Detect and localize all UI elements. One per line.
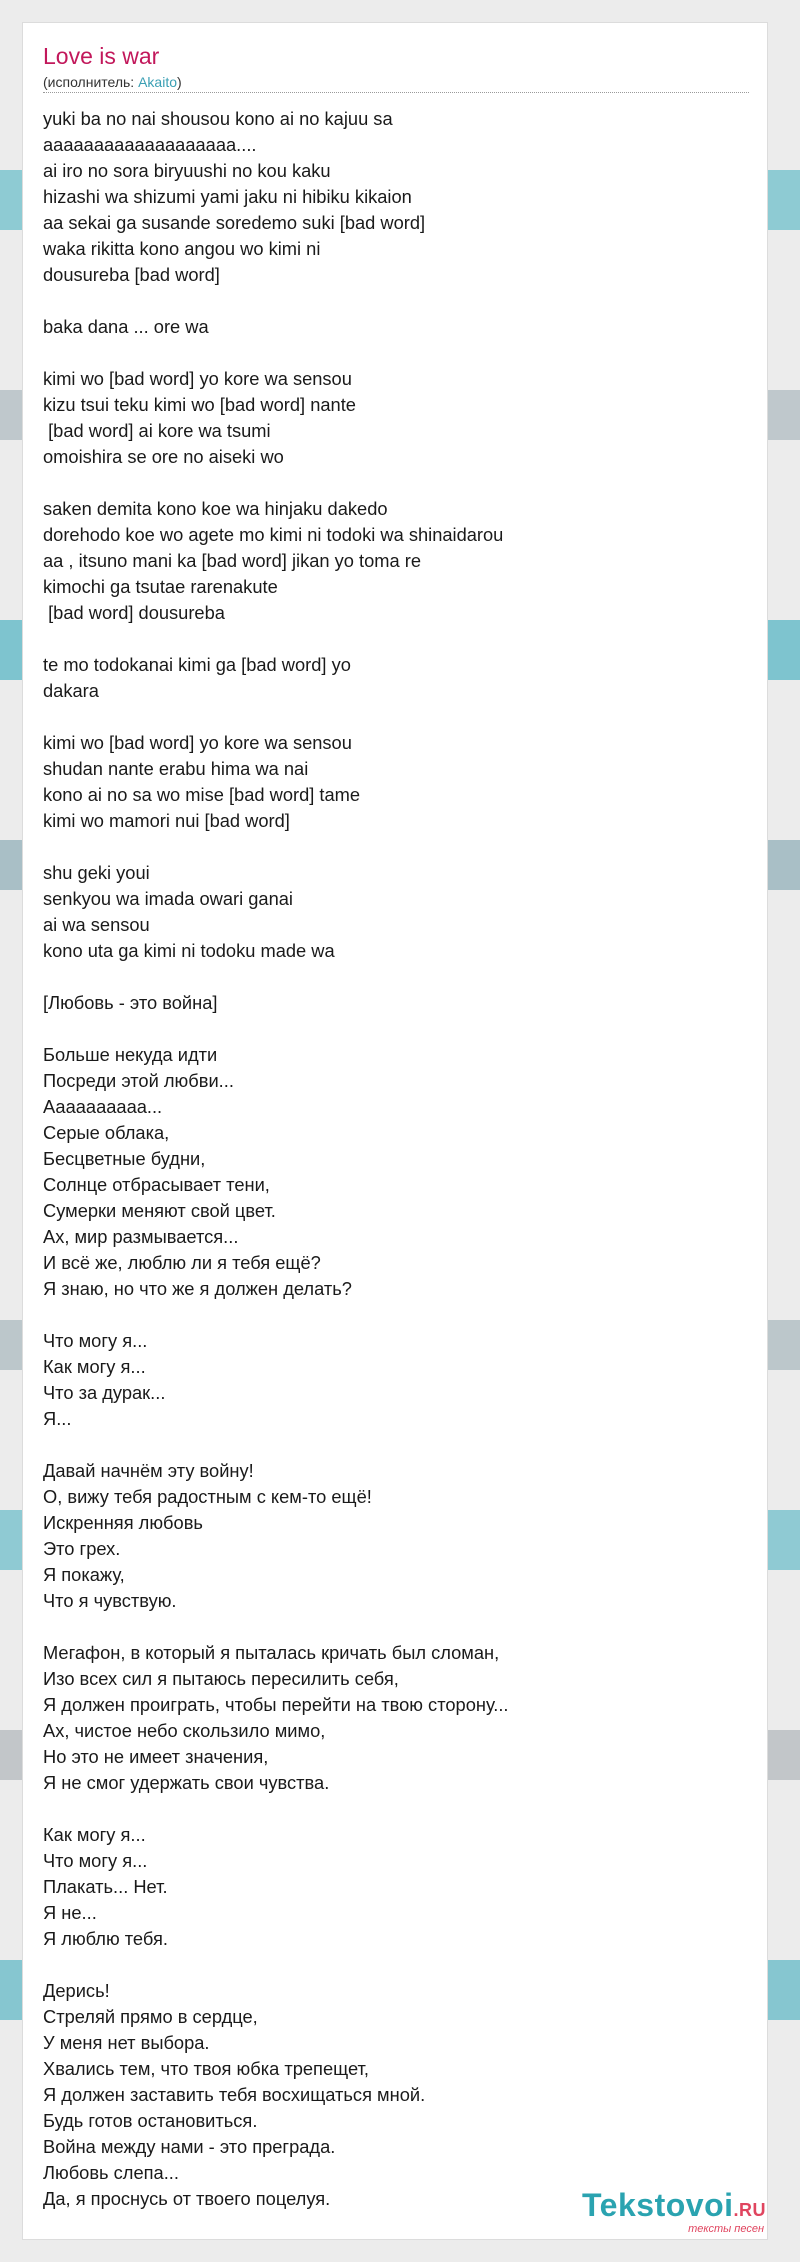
lyric-line: dakara bbox=[43, 680, 99, 701]
lyric-line: aaaaaaaaaaaaaaaaaaa.... bbox=[43, 134, 257, 155]
lyric-line: Стреляй прямо в сердце, bbox=[43, 2006, 258, 2027]
lyric-line: Я покажу, bbox=[43, 1564, 125, 1585]
lyric-line bbox=[43, 964, 743, 990]
artist-prefix: (исполнитель: bbox=[43, 74, 139, 90]
song-title: Love is war bbox=[43, 43, 160, 69]
lyric-line: Сумерки меняют свой цвет. bbox=[43, 1200, 276, 1221]
lyric-line: [Любовь - это война] bbox=[43, 992, 218, 1013]
lyric-line: Изо всех сил я пытаюсь пересилить себя, bbox=[43, 1668, 399, 1689]
lyric-line: Я люблю тебя. bbox=[43, 1928, 168, 1949]
artist-line bbox=[43, 74, 182, 90]
lyric-line bbox=[43, 834, 743, 860]
lyric-line: Я знаю, но что же я должен делать? bbox=[43, 1278, 352, 1299]
lyric-line: Будь готов остановиться. bbox=[43, 2110, 258, 2131]
lyric-line: Что за дурак... bbox=[43, 1382, 166, 1403]
lyric-line: Я не смог удержать свои чувства. bbox=[43, 1772, 330, 1793]
lyric-line: dorehodo koe wo agete mo kimi ni todoki wa shinaidarou bbox=[43, 524, 504, 545]
lyric-line: Плакать... Нет. bbox=[43, 1876, 168, 1897]
lyric-line: shu geki youi bbox=[43, 862, 150, 883]
logo-wordmark bbox=[582, 2188, 766, 2227]
lyric-line: Я должен проиграть, чтобы перейти на твою сторону... bbox=[43, 1694, 509, 1715]
lyric-line: Больше некуда идти bbox=[43, 1044, 218, 1065]
lyric-line: hizashi wa shizumi yami jaku ni hibiku kikaion bbox=[43, 186, 412, 207]
lyric-line: kimi wo [bad word] yo kore wa sensou bbox=[43, 368, 352, 389]
lyric-line: Я должен заставить тебя восхищаться мной. bbox=[43, 2084, 426, 2105]
lyric-line bbox=[43, 1302, 743, 1328]
site-logo[interactable] bbox=[582, 2188, 766, 2235]
title-divider bbox=[43, 92, 749, 93]
lyric-line: Искренняя любовь bbox=[43, 1512, 203, 1533]
lyric-line: te mo todokanai kimi ga [bad word] yo bbox=[43, 654, 351, 675]
lyric-line: ai iro no sora biryuushi no kou kaku bbox=[43, 160, 331, 181]
lyric-line: И всё же, люблю ли я тебя ещё? bbox=[43, 1252, 321, 1273]
lyric-line bbox=[43, 1016, 743, 1042]
lyric-line bbox=[43, 1952, 743, 1978]
lyric-line: waka rikitta kono angou wo kimi ni bbox=[43, 238, 321, 259]
lyric-line: Бесцветные будни, bbox=[43, 1148, 206, 1169]
lyric-line: omoishira se ore no aiseki wo bbox=[43, 446, 284, 467]
logo-name: Tekstovoi bbox=[582, 2187, 734, 2223]
lyric-line: aa , itsuno mani ka [bad word] jikan yo toma re bbox=[43, 550, 422, 571]
lyric-line: У меня нет выбора. bbox=[43, 2032, 210, 2053]
lyric-line: Посреди этой любви... bbox=[43, 1070, 234, 1091]
artist-link[interactable]: Akaito bbox=[138, 74, 178, 90]
lyric-line: О, вижу тебя радостным с кем-то ещё! bbox=[43, 1486, 372, 1507]
lyric-line: Давай начнём эту войну! bbox=[43, 1460, 254, 1481]
lyric-line: Это грех. bbox=[43, 1538, 121, 1559]
lyric-line: Как могу я... bbox=[43, 1824, 146, 1845]
lyric-line: Любовь слепа... bbox=[43, 2162, 179, 2183]
lyric-line: Что могу я... bbox=[43, 1330, 148, 1351]
lyrics-card bbox=[22, 22, 768, 2240]
lyric-line: senkyou wa imada owari ganai bbox=[43, 888, 293, 909]
lyric-line: [bad word] ai kore wa tsumi bbox=[43, 420, 271, 441]
logo-tagline: тексты песен bbox=[688, 2223, 764, 2235]
lyric-line bbox=[43, 340, 743, 366]
lyric-line: Ах, чистое небо скользило мимо, bbox=[43, 1720, 326, 1741]
lyric-line bbox=[43, 1432, 743, 1458]
lyrics-body bbox=[43, 106, 743, 2212]
lyric-line bbox=[43, 470, 743, 496]
lyric-line: kimi wo mamori nui [bad word] bbox=[43, 810, 290, 831]
artist-suffix: ) bbox=[177, 74, 182, 90]
lyric-line: Серые облака, bbox=[43, 1122, 170, 1143]
lyric-line: Дерись! bbox=[43, 1980, 110, 2001]
lyric-line: kono uta ga kimi ni todoku made wa bbox=[43, 940, 335, 961]
lyric-line: kizu tsui teku kimi wo [bad word] nante bbox=[43, 394, 356, 415]
lyric-line: Хвались тем, что твоя юбка трепещет, bbox=[43, 2058, 369, 2079]
lyric-line: saken demita kono koe wa hinjaku dakedo bbox=[43, 498, 388, 519]
lyric-line: Как могу я... bbox=[43, 1356, 146, 1377]
lyric-line: Я... bbox=[43, 1408, 72, 1429]
lyric-line: Что я чувствую. bbox=[43, 1590, 177, 1611]
lyric-line: Что могу я... bbox=[43, 1850, 148, 1871]
lyric-line bbox=[43, 626, 743, 652]
lyric-line bbox=[43, 704, 743, 730]
lyric-line: Ах, мир размывается... bbox=[43, 1226, 239, 1247]
lyric-line: shudan nante erabu hima wa nai bbox=[43, 758, 309, 779]
lyric-line: kimochi ga tsutae rarenakute bbox=[43, 576, 278, 597]
lyric-line: aa sekai ga susande soredemo suki [bad word] bbox=[43, 212, 426, 233]
lyric-line: kono ai no sa wo mise [bad word] tame bbox=[43, 784, 361, 805]
lyric-line bbox=[43, 1614, 743, 1640]
logo-tld: .RU bbox=[733, 2200, 766, 2220]
lyric-line bbox=[43, 1796, 743, 1822]
lyric-line: Мегафон, в который я пыталась кричать был сломан, bbox=[43, 1642, 500, 1663]
lyric-line: yuki ba no nai shousou kono ai no kajuu sa bbox=[43, 108, 393, 129]
lyric-line: kimi wo [bad word] yo kore wa sensou bbox=[43, 732, 352, 753]
lyric-line: [bad word] dousureba bbox=[43, 602, 225, 623]
lyric-line bbox=[43, 288, 743, 314]
lyric-line: dousureba [bad word] bbox=[43, 264, 220, 285]
lyric-line: Да, я проснусь от твоего поцелуя. bbox=[43, 2188, 331, 2209]
lyric-line: Солнце отбрасывает тени, bbox=[43, 1174, 270, 1195]
lyric-line: Я не... bbox=[43, 1902, 97, 1923]
lyric-line: Но это не имеет значения, bbox=[43, 1746, 269, 1767]
lyric-line: ai wa sensou bbox=[43, 914, 150, 935]
lyric-line: baka dana ... ore wa bbox=[43, 316, 209, 337]
lyric-line: Аааааааааа... bbox=[43, 1096, 163, 1117]
lyric-line: Война между нами - это преграда. bbox=[43, 2136, 336, 2157]
